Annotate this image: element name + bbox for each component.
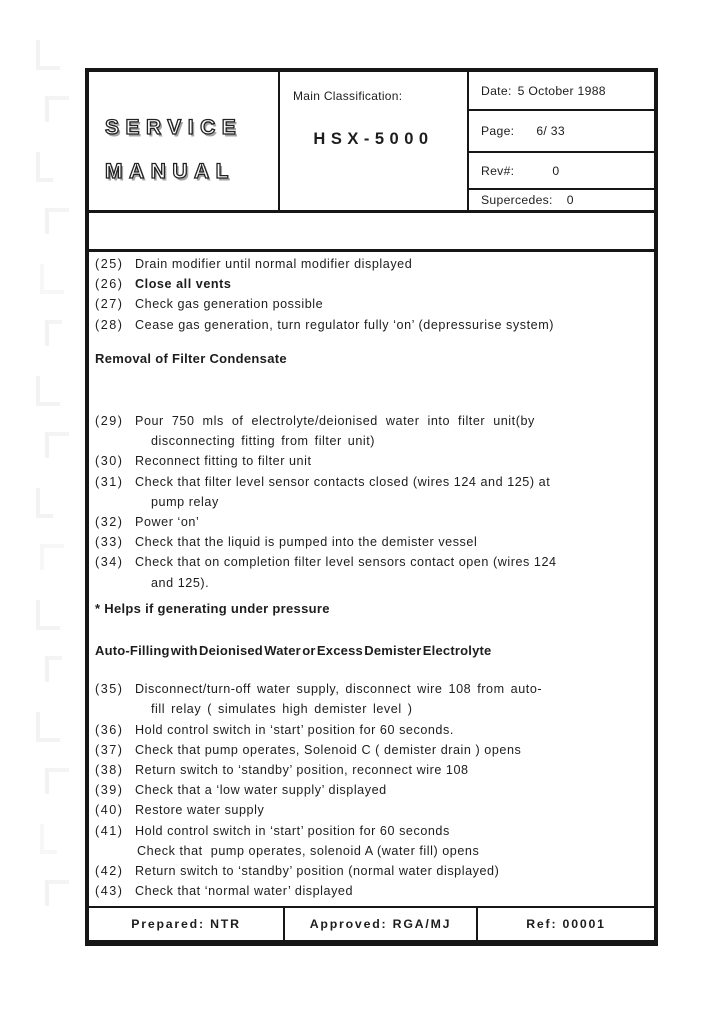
section-heading-removal-of-filter-condensate: Removal of Filter Condensate xyxy=(95,350,287,366)
step-31-continued xyxy=(95,492,648,512)
step-text: Cease gas generation, turn regulator fully ‘on’ (depressurise system) xyxy=(135,317,554,332)
supercedes-value: 0 xyxy=(566,193,574,207)
step-text: Check that ‘normal water’ displayed xyxy=(135,884,354,899)
step-number: (38) xyxy=(95,763,124,778)
step-number: (39) xyxy=(95,783,124,798)
step-27 xyxy=(95,294,648,314)
note-helps-if-generating-under-pressure: * Helps if generating under pressure xyxy=(95,600,330,616)
title-block xyxy=(89,72,280,210)
bleedthrough-mark xyxy=(40,544,64,570)
document-meta-block xyxy=(469,72,654,210)
page-title-service: SERVICE xyxy=(105,116,243,139)
step-41-continued xyxy=(95,841,648,861)
model-number: HSX-5000 xyxy=(313,130,434,148)
step-38 xyxy=(95,760,648,780)
meta-row-page xyxy=(469,111,654,153)
bleedthrough-mark xyxy=(45,432,69,458)
page-title-manual: MANUAL xyxy=(105,160,235,183)
bleedthrough-mark xyxy=(40,824,57,854)
step-text: Check that on completion filter level sensors contact open (wires 124 xyxy=(135,555,557,570)
step-number: (27) xyxy=(95,297,124,312)
bleedthrough-mark xyxy=(36,488,53,518)
step-text: Restore water supply xyxy=(135,803,265,818)
step-number: (26) xyxy=(95,277,124,292)
step-text: Power ‘on’ xyxy=(135,515,200,530)
step-number: (35) xyxy=(95,682,124,697)
step-40 xyxy=(95,800,648,820)
step-36 xyxy=(95,720,648,740)
step-text: Hold control switch in ‘start’ position for 60 seconds. xyxy=(135,722,454,737)
step-number: (29) xyxy=(95,414,124,429)
bleedthrough-mark xyxy=(45,768,69,794)
step-text: fill relay ( simulates high demister level ) xyxy=(151,702,413,717)
step-text: Check gas generation possible xyxy=(135,297,324,312)
step-30 xyxy=(95,451,648,471)
step-34 xyxy=(95,552,648,572)
step-text: Disconnect/turn-off water supply, disconnect wire 108 from auto- xyxy=(135,682,543,697)
date-value: 5 October 1988 xyxy=(517,83,606,98)
step-text: Hold control switch in ‘start’ position for 60 seconds xyxy=(135,823,450,838)
classification-block xyxy=(280,72,469,210)
bleedthrough-mark xyxy=(45,880,69,906)
page-header xyxy=(89,72,654,213)
prepared-by: Prepared: NTR xyxy=(89,908,285,940)
step-text: Reconnect fitting to filter unit xyxy=(135,454,312,469)
step-number: (34) xyxy=(95,555,124,570)
reference-number: Ref: 00001 xyxy=(526,917,606,931)
step-35 xyxy=(95,679,648,699)
meta-row-date xyxy=(469,72,654,111)
step-text: Check that the liquid is pumped into the demister vessel xyxy=(135,535,478,550)
step-number: (41) xyxy=(95,823,124,838)
step-32 xyxy=(95,512,648,532)
meta-row-supercedes xyxy=(469,190,654,210)
supercedes-label: Supercedes: xyxy=(481,193,553,207)
step-text: Close all vents xyxy=(135,277,232,292)
header-body-divider-band xyxy=(89,213,654,252)
meta-row-rev xyxy=(469,153,654,190)
step-43 xyxy=(95,881,648,901)
section-heading-auto-filling: Auto-Filling with Deionised Water or Excess Demister Electrolyte xyxy=(95,643,492,659)
step-35-continued xyxy=(95,699,648,719)
step-text: Check that a ‘low water supply’ displayed xyxy=(135,783,387,798)
step-33 xyxy=(95,532,648,552)
step-text: Return switch to ‘standby’ position (normal water displayed) xyxy=(135,864,500,879)
step-number: (25) xyxy=(95,257,124,271)
step-text: Check that pump operates, solenoid A (water fill) opens xyxy=(137,843,480,858)
step-number xyxy=(95,492,135,512)
step-text: Return switch to ‘standby’ position, reconnect wire 108 xyxy=(135,763,469,778)
page-label: Page: xyxy=(481,124,515,138)
bleedthrough-mark xyxy=(36,600,60,630)
bleedthrough-mark xyxy=(45,96,69,122)
step-number xyxy=(95,573,135,593)
step-number: (32) xyxy=(95,515,124,530)
main-classification-label: Main Classification: xyxy=(293,89,403,103)
step-number: (40) xyxy=(95,803,124,818)
bleedthrough-mark xyxy=(36,152,53,182)
bleedthrough-mark xyxy=(45,208,69,234)
step-31 xyxy=(95,472,648,492)
page-value: 6/ 33 xyxy=(536,124,565,138)
step-number: (28) xyxy=(95,317,124,332)
step-number: (43) xyxy=(95,884,124,899)
bleedthrough-mark xyxy=(45,656,62,682)
bleedthrough-mark xyxy=(36,712,60,742)
step-text: Check that filter level sensor contacts closed (wires 124 and 125) at xyxy=(135,474,551,489)
step-39 xyxy=(95,780,648,800)
bleedthrough-mark xyxy=(36,376,60,406)
step-number: (42) xyxy=(95,864,124,879)
page-footer xyxy=(89,906,654,940)
step-number xyxy=(95,841,135,861)
step-number: (36) xyxy=(95,722,124,737)
step-25 xyxy=(95,254,648,274)
step-number xyxy=(95,431,135,451)
step-text: Pour 750 mls of electrolyte/deionised water into filter unit(by xyxy=(135,414,535,429)
bleedthrough-mark xyxy=(36,40,60,70)
service-manual-page xyxy=(85,68,658,946)
step-34-continued xyxy=(95,573,648,593)
step-number: (30) xyxy=(95,454,124,469)
step-text: disconnecting fitting from filter unit) xyxy=(151,434,376,449)
step-29-continued xyxy=(95,431,648,451)
bleedthrough-mark xyxy=(40,264,64,294)
step-text: and 125). xyxy=(151,575,210,590)
rev-value: 0 xyxy=(552,163,560,178)
approved-by: Approved: RGA/MJ xyxy=(285,908,478,940)
step-29 xyxy=(95,411,648,431)
step-number xyxy=(95,699,135,719)
bleedthrough-mark xyxy=(45,320,62,346)
step-number: (33) xyxy=(95,535,124,550)
step-28 xyxy=(95,315,648,335)
step-37 xyxy=(95,740,648,760)
step-number: (37) xyxy=(95,742,124,757)
procedure-body xyxy=(89,252,654,906)
date-label: Date: xyxy=(481,83,512,98)
step-text: pump relay xyxy=(151,494,219,509)
step-41 xyxy=(95,821,648,841)
rev-label: Rev#: xyxy=(481,163,515,178)
step-26 xyxy=(95,274,648,294)
step-42 xyxy=(95,861,648,881)
step-number: (31) xyxy=(95,474,124,489)
step-text: Check that pump operates, Solenoid C ( demister drain ) opens xyxy=(135,742,522,757)
step-text: Drain modifier until normal modifier displayed xyxy=(135,257,413,271)
